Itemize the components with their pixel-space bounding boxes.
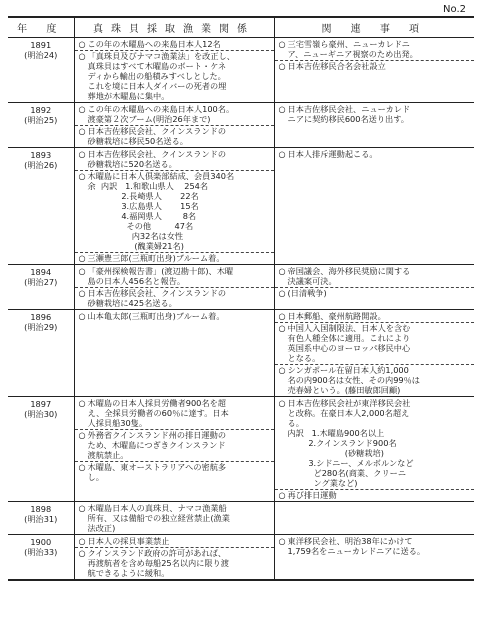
era-label: (明治27) [24, 277, 58, 287]
bullet-icon: ○ [278, 323, 286, 333]
left-entry-text: 三瀬豊三郎(三瓶町出身)ブルーム着。 [87, 253, 225, 263]
right-entry-text: 日本吉佐移民会社が東洋移民会社 と改称。在豪日本人2,000名超え る。 内訳 1.木曜島900名以上 2.クインスランド900名 (砂糖栽培) 3.シドニー、メルボルンなど ど280名(商業、クリーニ ング業など) [287, 398, 414, 488]
right-entry-text: 再び排日運動 [287, 490, 337, 500]
related-events-cell [274, 535, 474, 581]
right-entry [279, 288, 472, 298]
left-entry [79, 288, 271, 308]
bullet-icon: ○ [78, 104, 86, 114]
left-entry-text: この年の木曜島への来島日本人100名。 渡豪第２次ブーム(明治26年まで) [87, 104, 235, 124]
left-entry [79, 104, 271, 124]
year-label: 1893 [30, 150, 52, 160]
pearl-fishery-cell [74, 310, 274, 397]
year-cell [8, 148, 74, 265]
era-label: (明治31) [24, 514, 58, 524]
bullet-icon: ○ [78, 266, 86, 276]
right-entry-text: 日本吉佐移民合名会社設立 [287, 61, 386, 71]
year-label: 1897 [30, 399, 52, 409]
left-entry [79, 149, 271, 169]
bullet-icon: ○ [278, 288, 286, 298]
right-entry-text: 三宅雪嶺ら豪州、ニューカレドニ ア、ニューギニア視察のため出発。 [287, 39, 418, 59]
pearl-fishery-cell [74, 502, 274, 535]
right-entry-text: 日本吉佐移民会社、ニューカレド ニアに契約移民600名送り出す。 [287, 104, 411, 124]
pearl-fishery-cell [74, 397, 274, 502]
right-entry [279, 149, 472, 159]
right-entry [279, 323, 472, 363]
left-entry [79, 536, 271, 546]
bullet-icon: ○ [278, 104, 286, 114]
bullet-icon: ○ [278, 398, 286, 408]
table-row [8, 38, 474, 103]
left-entry-text: 木曜島に日本人倶楽部結成、会員340名 余 内訳 1.和歌山県人 254名 2.長崎県人 22名 3.広島県人 15名 4.福岡県人 8名 その他 47名 内32名は女性 (醜業婦21名) [87, 171, 235, 251]
right-entry [279, 61, 472, 71]
left-entry [79, 126, 271, 146]
bullet-icon: ○ [78, 398, 86, 408]
bullet-icon: ○ [78, 430, 86, 440]
table-row [8, 310, 474, 397]
bullet-icon: ○ [278, 266, 286, 276]
left-entry [79, 39, 271, 49]
table-row [8, 502, 474, 535]
left-entry-text: 「真珠貝及びナマコ漁業法」を改正し、 真珠貝はすべて木曜島のボート・ケネ ディから輸出の船積みすべしとした。 これを境に日本人ダイバーの死者の埋 葬地が木曜島に集中。 [87, 51, 235, 101]
left-entry [79, 462, 271, 482]
bullet-icon: ○ [78, 253, 86, 263]
left-entry-text: 木曜島の日本人採貝労働者900名を超 え、全採貝労働者の60％に達す。日本 人採貝船30隻。 [87, 398, 229, 428]
era-label: (明治24) [24, 50, 58, 60]
right-entry-text: (日清戦争) [287, 288, 327, 298]
right-entry [279, 536, 472, 556]
bullet-icon: ○ [278, 536, 286, 546]
bullet-icon: ○ [78, 503, 86, 513]
bullet-icon: ○ [278, 149, 286, 159]
bullet-icon: ○ [78, 288, 86, 298]
header-year: 年 度 [8, 17, 74, 38]
left-entry [79, 311, 271, 321]
header-pearl-fishery: 真珠貝採取漁業関係 [74, 17, 274, 38]
pearl-fishery-cell [74, 103, 274, 148]
bullet-icon: ○ [278, 365, 286, 375]
left-entry [79, 266, 271, 286]
year-label: 1898 [30, 504, 52, 514]
bullet-icon: ○ [78, 462, 86, 472]
bullet-icon: ○ [278, 61, 286, 71]
related-events-cell [274, 310, 474, 397]
year-cell [8, 502, 74, 535]
year-cell [8, 265, 74, 310]
era-label: (明治30) [24, 409, 58, 419]
year-label: 1894 [30, 267, 52, 277]
related-events-cell [274, 397, 474, 502]
left-entry-text: 外務省クインスランド州の排日運動の ため、木曜島につぎきクインスランド 渡航禁止。 [87, 430, 227, 460]
left-entry [79, 51, 271, 101]
chronology-table [8, 16, 474, 581]
pearl-fishery-cell [74, 265, 274, 310]
right-entry-text: 東洋移民会社、明治38年にかけて 1,759名をニューカレドニアに送る。 [287, 536, 426, 556]
left-entry-text: クインスランド政府の許可があれば、 再渡航者を含め毎船25名以内に限り渡 航できるように緩和。 [87, 548, 229, 578]
era-label: (明治25) [24, 115, 58, 125]
pearl-fishery-cell [74, 148, 274, 265]
left-entry-text: 日本吉佐移民会社、クインスランドの 砂糖栽培に520名送る。 [87, 149, 227, 169]
left-entry [79, 253, 271, 263]
header-related-events: 関 連 事 項 [274, 17, 474, 38]
bullet-icon: ○ [78, 536, 86, 546]
bullet-icon: ○ [78, 548, 86, 558]
year-label: 1891 [30, 40, 52, 50]
header-row [8, 17, 474, 38]
bullet-icon: ○ [78, 51, 86, 61]
related-events-cell [274, 38, 474, 103]
table-row [8, 148, 474, 265]
era-label: (明治26) [24, 160, 58, 170]
left-entry-text: 日本吉佐移民会社、クインスランドの 砂糖栽培に425名送る。 [87, 288, 227, 308]
right-entry [279, 39, 472, 59]
left-entry [79, 503, 271, 533]
left-entry-text: この年の木曜島への来島日本人12名 [87, 39, 221, 49]
related-events-cell [274, 265, 474, 310]
left-entry [79, 430, 271, 460]
related-events-cell [274, 148, 474, 265]
bullet-icon: ○ [78, 39, 86, 49]
left-entry-text: 山本亀太郎(三瓶町出身)ブルーム着。 [87, 311, 225, 321]
left-entry [79, 171, 271, 251]
pearl-fishery-cell [74, 38, 274, 103]
year-label: 1892 [30, 105, 52, 115]
bullet-icon: ○ [78, 126, 86, 136]
bullet-icon: ○ [78, 149, 86, 159]
right-entry [279, 490, 472, 500]
bullet-icon: ○ [78, 171, 86, 181]
right-entry [279, 365, 472, 395]
table-row [8, 397, 474, 502]
left-entry-text: 日本人の採貝事業禁止 [87, 536, 170, 546]
year-label: 1896 [30, 312, 52, 322]
year-cell [8, 535, 74, 581]
related-events-cell [274, 103, 474, 148]
bullet-icon: ○ [278, 490, 286, 500]
year-label: 1900 [30, 537, 52, 547]
table-row [8, 535, 474, 581]
table-row [8, 265, 474, 310]
right-entry-text: 中国人入国制限法、日本人を含む 有色人種全体に適用。これにより 英国系中心のヨーロッパ移民中心 となる。 [287, 323, 411, 363]
left-entry-text: 木曜島日本人の真珠貝、ナマコ漁業船 所有、又は備船での独立経営禁止(漁業 法改正) [87, 503, 230, 533]
left-entry-text: 「豪州探検報告書」(渡辺勘十郎)、木曜 島の日本人456名と報告。 [87, 266, 234, 286]
year-cell [8, 310, 74, 397]
year-cell [8, 397, 74, 502]
page-number: No.2 [443, 4, 466, 15]
table-row [8, 103, 474, 148]
right-entry [279, 398, 472, 488]
right-entry [279, 104, 472, 124]
right-entry [279, 311, 472, 321]
right-entry-text: シンガポール在留日本人約1,000 名の内900名は女性、その内99％は 売春婦という。(藤田敏郎回顧) [287, 365, 420, 395]
pearl-fishery-cell [74, 535, 274, 581]
left-entry-text: 日本吉佐移民会社、クインスランドの 砂糖栽培に移民50名送る。 [87, 126, 227, 146]
left-entry-text: 木曜島、東オーストラリアへの密航多 し。 [87, 462, 227, 482]
right-entry-text: 日本人排斥運動起こる。 [287, 149, 378, 159]
related-events-cell [274, 502, 474, 535]
bullet-icon: ○ [78, 311, 86, 321]
year-cell [8, 38, 74, 103]
era-label: (明治29) [24, 322, 58, 332]
right-entry-text: 帝国議会、海外移民奨励に関する 決議案可決。 [287, 266, 411, 286]
right-entry [279, 266, 472, 286]
right-entry-text: 日本郵船、豪州航路開設。 [287, 311, 386, 321]
left-entry [79, 398, 271, 428]
era-label: (明治33) [24, 547, 58, 557]
left-entry [79, 548, 271, 578]
year-cell [8, 103, 74, 148]
bullet-icon: ○ [278, 311, 286, 321]
bullet-icon: ○ [278, 39, 286, 49]
